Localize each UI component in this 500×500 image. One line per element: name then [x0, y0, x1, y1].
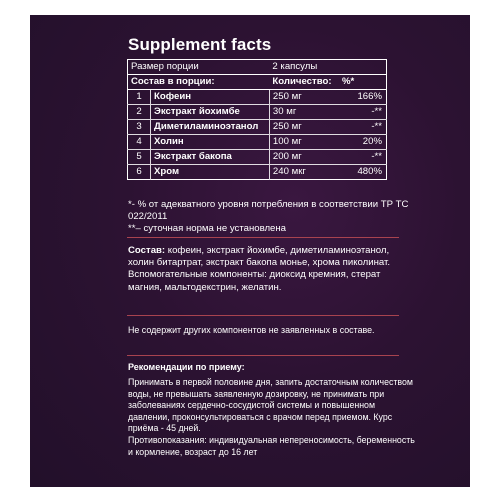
- footnote-percent: *- % от адекватного уровня потребления в соответствии ТР ТС 022/2011: [128, 199, 409, 222]
- serving-size-row: [128, 60, 387, 75]
- table-row: [128, 165, 387, 180]
- ingredient-percent: 20%: [339, 135, 387, 150]
- header-percent: %*: [339, 75, 387, 90]
- footnotes: [128, 199, 418, 235]
- table-row: [128, 135, 387, 150]
- supplement-label-panel: [30, 15, 470, 487]
- composition-text: [128, 245, 408, 269]
- table-header-row: [128, 75, 387, 90]
- ingredient-name: Диметиламиноэтанол: [151, 120, 270, 135]
- row-number: 3: [128, 120, 151, 135]
- row-number: 4: [128, 135, 151, 150]
- recommendations-title: Рекомендации по приему:: [128, 362, 245, 372]
- divider: [127, 355, 399, 356]
- serving-size-label: Размер порции: [128, 60, 270, 75]
- table-row: [128, 120, 387, 135]
- ingredient-name: Холин: [151, 135, 270, 150]
- composition-ingredients: кофеин, экстракт йохимбе, диметиламиноэтанол, холин битартрат, экстракт бакопа монье, хрома пиколинат.: [128, 245, 391, 269]
- ingredient-amount: 250 мг: [269, 90, 339, 105]
- ingredient-amount: 100 мг: [269, 135, 339, 150]
- row-number: 2: [128, 105, 151, 120]
- composition-section: [128, 245, 408, 294]
- ingredient-percent: -**: [339, 105, 387, 120]
- ingredient-amount: 250 мг: [269, 120, 339, 135]
- ingredient-percent: 166%: [339, 90, 387, 105]
- auxiliary-components: Вспомогательные компоненты: диоксид кремния, стерат магния, мальтодекстрин, желатин.: [128, 269, 381, 293]
- ingredient-name: Хром: [151, 165, 270, 180]
- contraindications-text: Противопоказания: индивидуальная непереносимость, беременность и кормление, возраст до 16 лет: [128, 434, 415, 457]
- ingredient-amount: 200 мг: [269, 150, 339, 165]
- ingredient-name: Экстракт йохимбе: [151, 105, 270, 120]
- no-other-components-notice: Не содержит других компонентов не заявленных в составе.: [128, 325, 375, 335]
- ingredient-percent: -**: [339, 150, 387, 165]
- recommendations-text: Принимать в первой половине дня, запить достаточным количеством воды, не превышать заявленную дозировку, не принимать при заболеваниях сердечно-сосудистой системы и повышенном давлении, проконсультироваться с врачом перед приемом. Курс приёма - 45 дней.: [128, 377, 413, 434]
- footnote-norm: **– суточная норма не установлена: [128, 223, 287, 234]
- table-row: [128, 90, 387, 105]
- table-row: [128, 150, 387, 165]
- row-number: 5: [128, 150, 151, 165]
- recommendations-section: [128, 377, 418, 458]
- ingredient-name: Кофеин: [151, 90, 270, 105]
- composition-label: Состав:: [128, 245, 166, 256]
- ingredient-percent: 480%: [339, 165, 387, 180]
- page-title: Supplement facts: [128, 35, 272, 54]
- table-row: [128, 105, 387, 120]
- serving-size-value: 2 капсулы: [269, 60, 386, 75]
- supplement-facts-table: [127, 59, 387, 180]
- ingredient-percent: -**: [339, 120, 387, 135]
- row-number: 6: [128, 165, 151, 180]
- divider: [127, 315, 399, 316]
- header-composition: Состав в порции:: [128, 75, 270, 90]
- row-number: 1: [128, 90, 151, 105]
- ingredient-amount: 30 мг: [269, 105, 339, 120]
- divider: [127, 237, 399, 238]
- header-amount: Количество:: [269, 75, 339, 90]
- ingredient-name: Экстракт бакопа: [151, 150, 270, 165]
- ingredient-amount: 240 мкг: [269, 165, 339, 180]
